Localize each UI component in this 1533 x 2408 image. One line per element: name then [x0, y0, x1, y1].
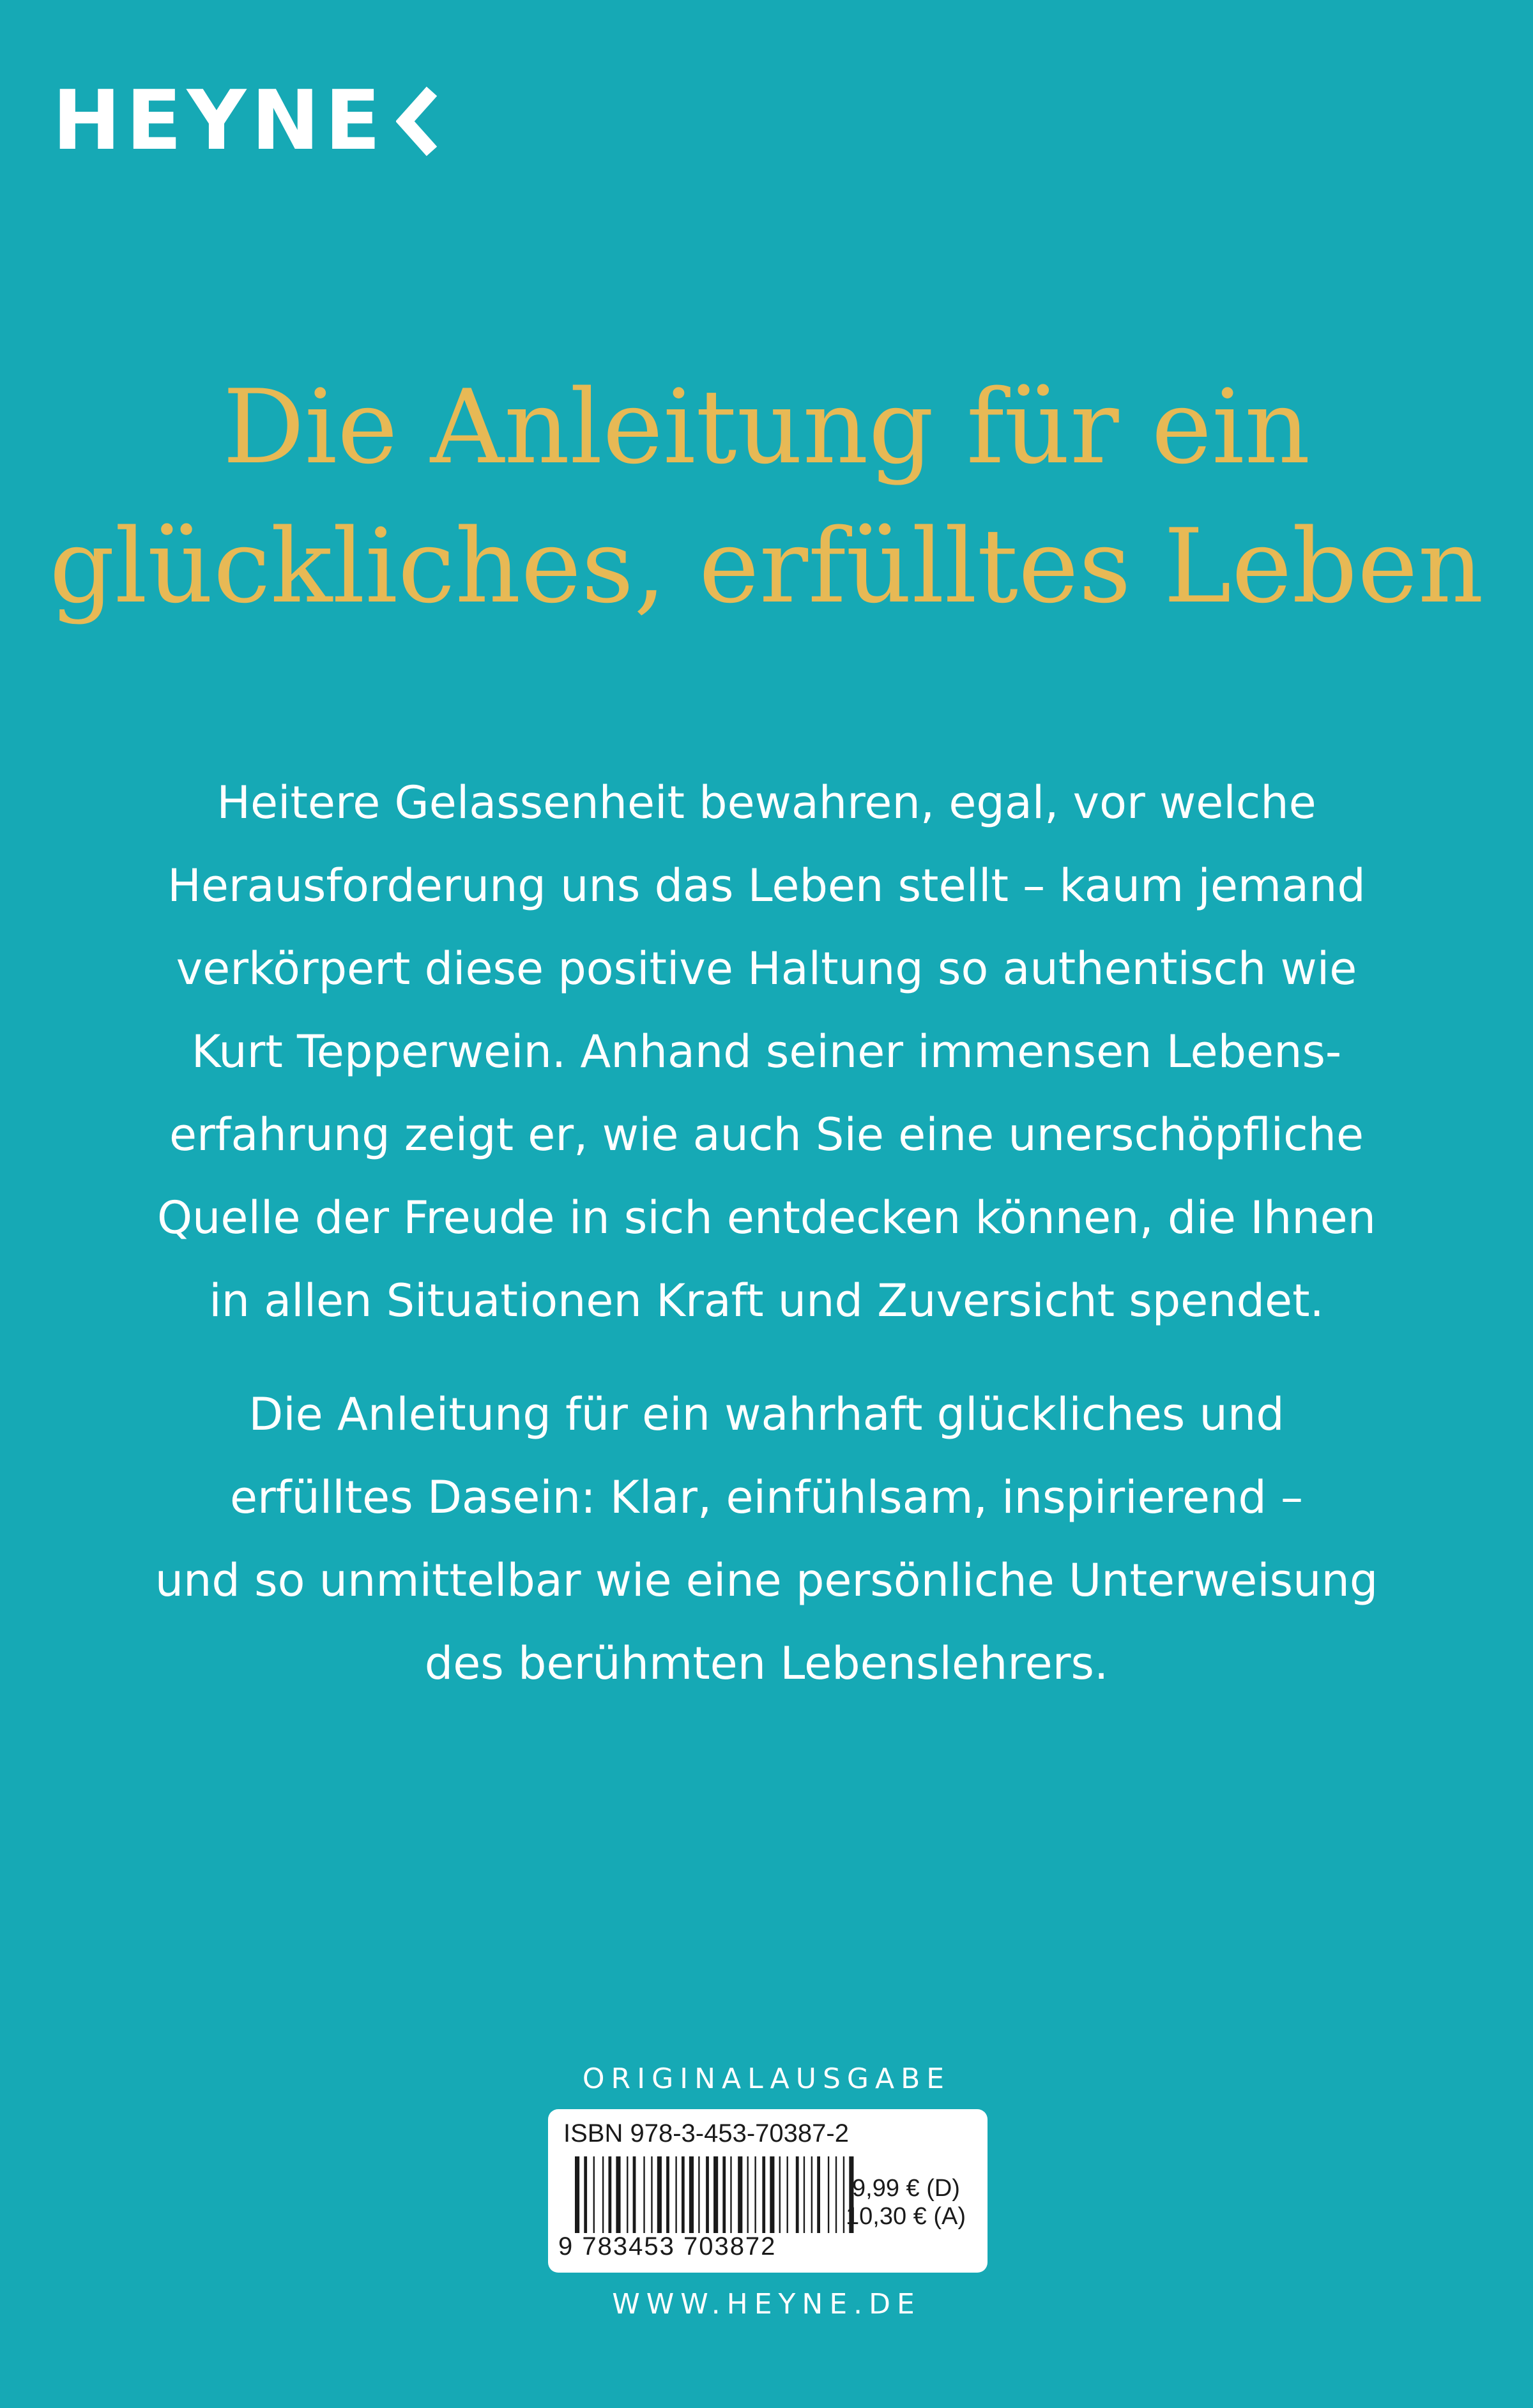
barcode-bar — [643, 2156, 644, 2233]
blurb-line: in allen Situationen Kraft und Zuversicht spendet. — [209, 1275, 1324, 1327]
blurb-line: des berühmten Lebenslehrers. — [424, 1637, 1109, 1690]
barcode-bar — [779, 2156, 781, 2233]
blurb-paragraph-2 — [0, 1373, 1533, 1705]
barcode-bar — [675, 2156, 676, 2233]
edition-label: ORIGINALAUSGABE — [582, 2063, 951, 2095]
barcode-bar — [770, 2156, 774, 2233]
barcode-bar — [616, 2156, 620, 2233]
blurb-line: und so unmittelbar wie eine persönliche Unterweisung — [155, 1554, 1378, 1607]
barcode-bar — [747, 2156, 749, 2233]
barcode-bar — [796, 2156, 799, 2233]
ean-digits: 9 783453 703872 — [558, 2232, 777, 2260]
barcode-bar — [738, 2156, 742, 2233]
blurb-line: Die Anleitung für ein wahrhaft glückliches und — [248, 1388, 1285, 1441]
blurb-paragraph-1 — [0, 761, 1533, 1342]
barcode-bar — [633, 2156, 636, 2233]
barcode-bar — [682, 2156, 685, 2233]
price-austria: 10,30 € (A) — [846, 2203, 966, 2230]
blurb-line: Quelle der Freude in sich entdecken können, die Ihnen — [156, 1192, 1377, 1244]
publisher-logo-text: HEYNE — [52, 73, 386, 169]
blurb-line: Heitere Gelassenheit bewahren, egal, vor welche — [217, 776, 1316, 829]
price-germany: 9,99 € (D) — [852, 2175, 960, 2202]
barcode-bar — [722, 2156, 726, 2233]
barcode-bar — [804, 2156, 805, 2233]
barcode-bar — [730, 2156, 731, 2233]
barcode-bar — [627, 2156, 628, 2233]
barcode-bar — [817, 2156, 820, 2233]
publisher-logo — [52, 73, 441, 169]
barcode-bar — [651, 2156, 652, 2233]
headline-line: Die Anleitung für ein — [222, 367, 1311, 487]
barcode-bar — [706, 2156, 709, 2233]
barcode-panel — [548, 2109, 988, 2273]
barcode-bar — [835, 2156, 837, 2233]
blurb-line: verkörpert diese positive Haltung so authentisch wie — [176, 943, 1357, 995]
blurb-line: erfahrung zeigt er, wie auch Sie eine unerschöpfliche — [169, 1109, 1364, 1161]
barcode-bar — [713, 2156, 718, 2233]
barcode-bar — [602, 2156, 604, 2233]
barcode-bar — [787, 2156, 788, 2233]
blurb-line: erfülltes Dasein: Klar, einfühlsam, inspirierend – — [229, 1471, 1304, 1524]
blurb-line: Herausforderung uns das Leben stellt – kaum jemand — [167, 859, 1366, 912]
barcode-bar — [689, 2156, 694, 2233]
headline-line: glückliches, erfülltes Leben — [49, 506, 1484, 626]
barcode-bar — [754, 2156, 756, 2233]
barcode-bar — [584, 2156, 587, 2233]
barcode-bar — [657, 2156, 662, 2233]
barcode-bars — [575, 2156, 860, 2233]
website-url: WWW.HEYNE.DE — [612, 2288, 921, 2321]
barcode-bar — [593, 2156, 595, 2233]
barcode-bar — [608, 2156, 611, 2233]
barcode-bar — [575, 2156, 579, 2233]
barcode-bar — [843, 2156, 844, 2233]
barcode-bar — [828, 2156, 829, 2233]
barcode-bar — [762, 2156, 765, 2233]
blurb-line: Kurt Tepperwein. Anhand seiner immensen Lebens- — [191, 1026, 1342, 1078]
headline — [0, 358, 1533, 636]
chevron-left-icon — [396, 86, 441, 156]
isbn-label: ISBN 978-3-453-70387-2 — [563, 2119, 849, 2147]
barcode-bar — [698, 2156, 699, 2233]
barcode-bar — [666, 2156, 669, 2233]
barcode-bar — [811, 2156, 812, 2233]
